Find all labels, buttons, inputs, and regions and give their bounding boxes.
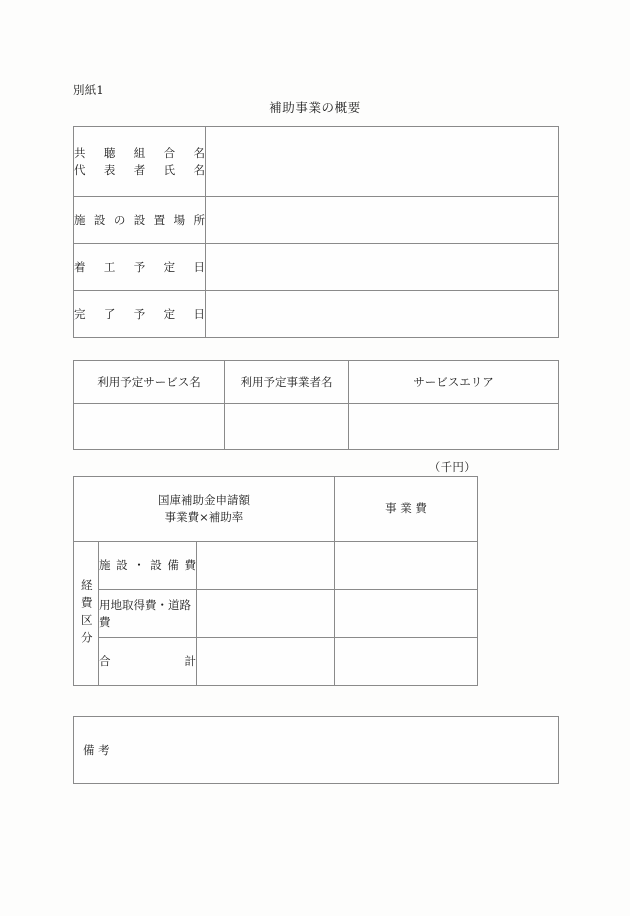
row-label-line: 施 設 の 設 置 場 所 — [74, 212, 205, 227]
row-label-line: 共 聴 組 合 名 — [74, 145, 205, 160]
service-plan-table — [73, 360, 559, 450]
input-location[interactable] — [206, 197, 559, 244]
row-label-location — [74, 197, 206, 244]
input-provider-name[interactable] — [225, 404, 349, 450]
applicant-info-table — [73, 126, 559, 338]
row-label-land-road — [99, 590, 197, 638]
row-label-organization — [74, 127, 206, 197]
table-row — [74, 717, 559, 784]
document-number-label: 別紙1 — [73, 83, 104, 97]
table-row — [74, 638, 478, 686]
row-label-total — [99, 638, 197, 686]
column-header-service-area: サービスエリア — [349, 361, 559, 404]
column-header-service-name: 利用予定サービス名 — [74, 361, 225, 404]
row-label-start-date — [74, 244, 206, 291]
unit-note-label: （千円） — [428, 460, 476, 474]
table-row — [74, 291, 559, 338]
remarks-table — [73, 716, 559, 784]
table-row — [74, 590, 478, 638]
table-row — [74, 542, 478, 590]
remarks-cell[interactable] — [74, 717, 559, 784]
page-title: 補助事業の概要 — [269, 100, 361, 115]
input-total-project-cost[interactable] — [335, 638, 478, 686]
table-row — [74, 244, 559, 291]
column-header-provider-name: 利用予定事業者名 — [225, 361, 349, 404]
input-organization[interactable] — [206, 127, 559, 197]
input-start-date[interactable] — [206, 244, 559, 291]
row-label-text: 施 設 ・ 設 備 費 — [99, 558, 196, 573]
input-completion-date[interactable] — [206, 291, 559, 338]
row-label-line: 代 表 者 氏 名 — [74, 162, 205, 177]
table-row — [74, 127, 559, 197]
table-row — [74, 197, 559, 244]
input-service-name[interactable] — [74, 404, 225, 450]
row-label-line: 着 工 予 定 日 — [74, 259, 205, 274]
column-header-subsidy-amount — [74, 477, 335, 542]
table-header-row — [74, 477, 478, 542]
row-label-completion-date — [74, 291, 206, 338]
row-label-line: 完 了 予 定 日 — [74, 306, 205, 321]
remarks-label: 備 考 — [83, 743, 110, 757]
column-header-subsidy-line1: 国庫補助金申請額 — [158, 493, 250, 508]
input-land-road-project-cost[interactable] — [335, 590, 478, 638]
row-label-expense-category — [74, 542, 99, 686]
input-facility-equipment-project-cost[interactable] — [335, 542, 478, 590]
input-facility-equipment-subsidy[interactable] — [197, 542, 335, 590]
row-label-facility-equipment — [99, 542, 197, 590]
row-label-text: 合 計 — [99, 654, 196, 669]
expense-table — [73, 476, 478, 686]
table-row — [74, 404, 559, 450]
input-land-road-subsidy[interactable] — [197, 590, 335, 638]
row-label-text: 用地取得費・道路費 — [99, 597, 191, 629]
expense-category-vertical-label: 経費区分 — [79, 578, 94, 649]
column-header-subsidy-line2: 事業費×補助率 — [164, 510, 244, 524]
input-service-area[interactable] — [349, 404, 559, 450]
table-header-row — [74, 361, 559, 404]
input-total-subsidy[interactable] — [197, 638, 335, 686]
column-header-project-cost: 事 業 費 — [335, 477, 478, 542]
